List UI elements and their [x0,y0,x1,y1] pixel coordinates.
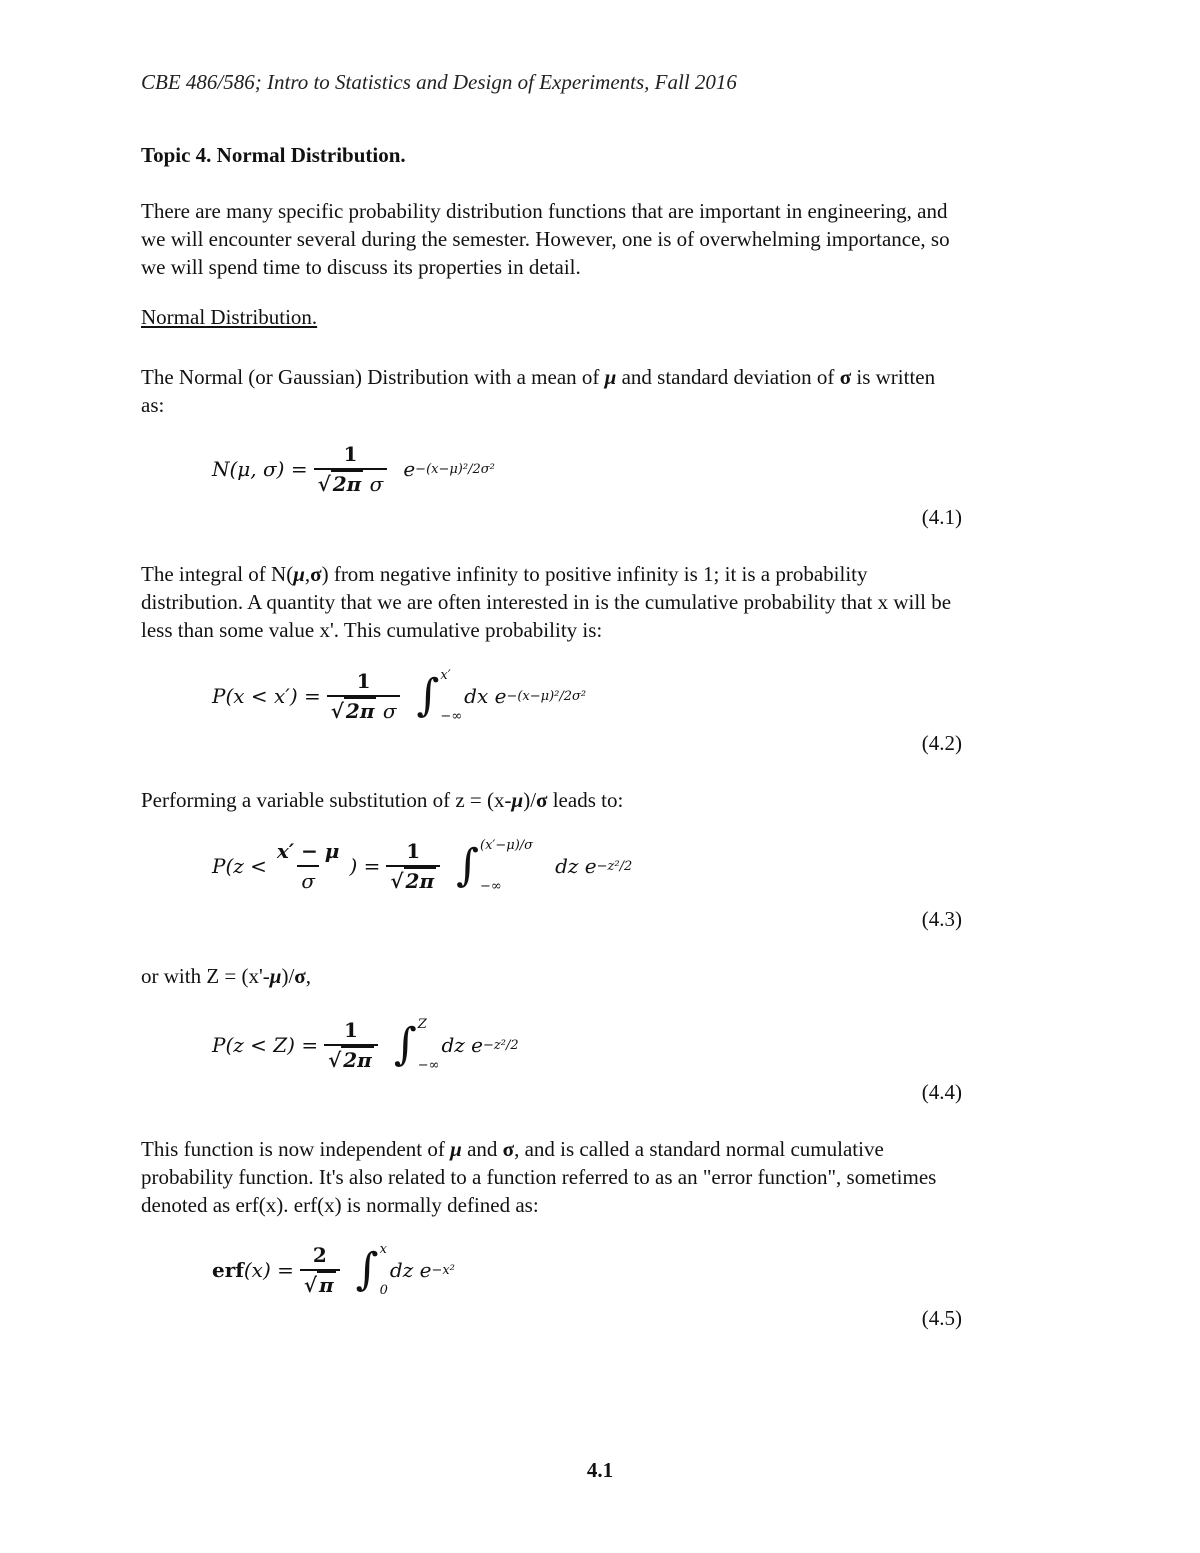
eq5-radicand: π [319,1273,334,1297]
text: , and is called a standard normal cumulative [514,1137,884,1161]
eq5-lhs-arg: (x) = [243,1258,294,1282]
text: The Normal (or Gaussian) Distribution with a mean of [141,365,605,389]
text: and [461,1137,503,1161]
eq4-fraction [324,1018,378,1072]
intro-line-3: we will spend time to discuss its properties in detail. [141,255,581,279]
eq3-integrand: dz e [555,854,597,878]
eq5-integrand: dz e [389,1258,432,1282]
equation-4-2 [212,668,586,724]
equation-number: (4.4) [921,1080,962,1104]
eq3-lhs-numerator: x′ − μ [276,839,340,863]
intro-line-2: we will encounter several during the semester. However, one is of overwhelming importance, so [141,227,950,251]
sigma-symbol: σ [294,964,306,988]
eq3-lhs-post: ) = [349,854,381,878]
eq1-exponent: −(x−μ)²/2σ² [415,461,495,477]
equation-4-3 [212,838,632,894]
eq4-upper-limit: Z [417,1017,427,1032]
eq4-denominator: √ 2π [324,1044,378,1072]
eq4-integrand: dz e [441,1033,484,1057]
intro-line-1: There are many specific probability distribution functions that are important in engineering, and [141,199,948,223]
eq4-lower-limit: −∞ [417,1058,440,1073]
eq2-lhs: P(x < x′) = [212,684,321,708]
text: distribution. A quantity that we are often interested in is the cumulative probability that x will be [141,590,952,614]
eq3-lower-limit: −∞ [480,879,502,894]
eq3-radicand: 2π [405,869,435,893]
eq3-upper-limit: (x′−μ)/σ [480,838,534,853]
eq2-numerator: 1 [356,669,371,693]
eq2-lower-limit: −∞ [440,709,463,724]
function-paragraph [141,1135,1071,1219]
eq1-numerator: 1 [343,442,358,466]
equation-4-1 [212,442,495,496]
text: , [304,562,311,586]
eq4-numerator: 1 [343,1018,358,1042]
eq2-integrand: dx e [464,684,507,708]
eq5-exponent: −x² [431,1262,455,1278]
eq4-exponent: −z²/2 [483,1037,519,1053]
integral-paragraph [141,560,1071,644]
eq3-integral-sign: ∫ (x′−μ)/σ −∞ [456,838,534,894]
page-number: 4.1 [586,1458,614,1482]
eq5-integral-sign: ∫ x 0 [355,1242,388,1298]
eq2-exponent: −(x−μ)²/2σ² [506,688,587,704]
equation-number: (4.3) [921,907,962,931]
eq1-exp-base: e [403,457,416,481]
text: or with Z = (x'- [141,964,270,988]
eq2-den-tail: σ [376,699,397,723]
sigma-symbol: σ [502,1137,515,1161]
eq3-denominator: √ 2π [386,865,440,893]
eq3-lhs-pre: P(z < [212,854,267,878]
eq3-exponent: −z²/2 [596,858,633,874]
equation-number: (4.5) [921,1306,962,1330]
intro-paragraph [141,197,1071,281]
or-with-paragraph [141,962,1071,990]
equation-number: (4.2) [921,731,962,755]
eq3-fraction [386,839,440,893]
eq5-fraction [300,1243,340,1297]
text: , [305,964,311,988]
text: Performing a variable substitution of z = (x- [141,788,512,812]
section-heading: Normal Distribution. [141,305,318,329]
eq2-denominator: √ 2π σ [327,695,401,723]
text: leads to: [547,788,624,812]
mu-symbol: μ [269,964,282,988]
topic-title: Topic 4. Normal Distribution. [141,143,406,167]
equation-4-4 [212,1017,519,1073]
text: less than some value x'. This cumulative probability is: [141,618,603,642]
text: ) from negative infinity to positive infinity is 1; it is a probability [321,562,868,586]
text: denoted as erf(x). erf(x) is normally defined as: [141,1193,539,1217]
text: as: [141,393,165,417]
mu-symbol: μ [511,788,524,812]
eq3-lhs-denominator: σ [297,865,319,893]
mu-symbol: μ [293,562,305,586]
eq1-den-tail: σ [363,472,384,496]
text: The integral of N( [141,562,294,586]
substitution-paragraph [141,786,1071,814]
eq3-lhs-fraction [273,839,344,893]
eq2-radicand: 2π [345,699,375,723]
eq5-numerator: 2 [312,1243,327,1267]
eq3-numerator: 1 [406,839,421,863]
eq5-function-name: erf [212,1258,244,1282]
text: )/ [523,788,537,812]
eq1-fraction [314,442,388,496]
mu-symbol: μ [450,1137,462,1161]
eq1-denominator: √ 2π σ [314,468,388,496]
text: )/ [281,964,295,988]
mu-symbol: μ [604,365,617,389]
course-header: CBE 486/586; Intro to Statistics and Design of Experiments, Fall 2016 [141,70,737,94]
eq4-radicand: 2π [343,1048,372,1072]
eq5-lower-limit: 0 [379,1283,388,1298]
text: is written [851,365,936,389]
eq2-integral-sign: ∫ x′ −∞ [416,668,463,724]
eq1-radicand: 2π [332,472,362,496]
text: This function is now independent of [141,1137,451,1161]
text: probability function. It's also related to a function referred to as an "error function", sometimes [141,1165,937,1189]
equation-number: (4.1) [921,505,962,529]
sigma-symbol: σ [839,365,852,389]
eq5-upper-limit: x [379,1242,387,1257]
equation-4-5 [212,1242,455,1298]
normal-definition-paragraph [141,363,1071,419]
eq2-upper-limit: x′ [440,668,451,683]
eq4-lhs: P(z < Z) = [212,1033,319,1057]
eq5-denominator: √ π [300,1269,340,1297]
sigma-symbol: σ [536,788,548,812]
eq1-lhs: N(μ, σ) = [212,457,308,481]
eq2-fraction [327,669,401,723]
sigma-symbol: σ [310,562,322,586]
text: and standard deviation of [616,365,840,389]
eq4-integral-sign: ∫ Z −∞ [393,1017,440,1073]
